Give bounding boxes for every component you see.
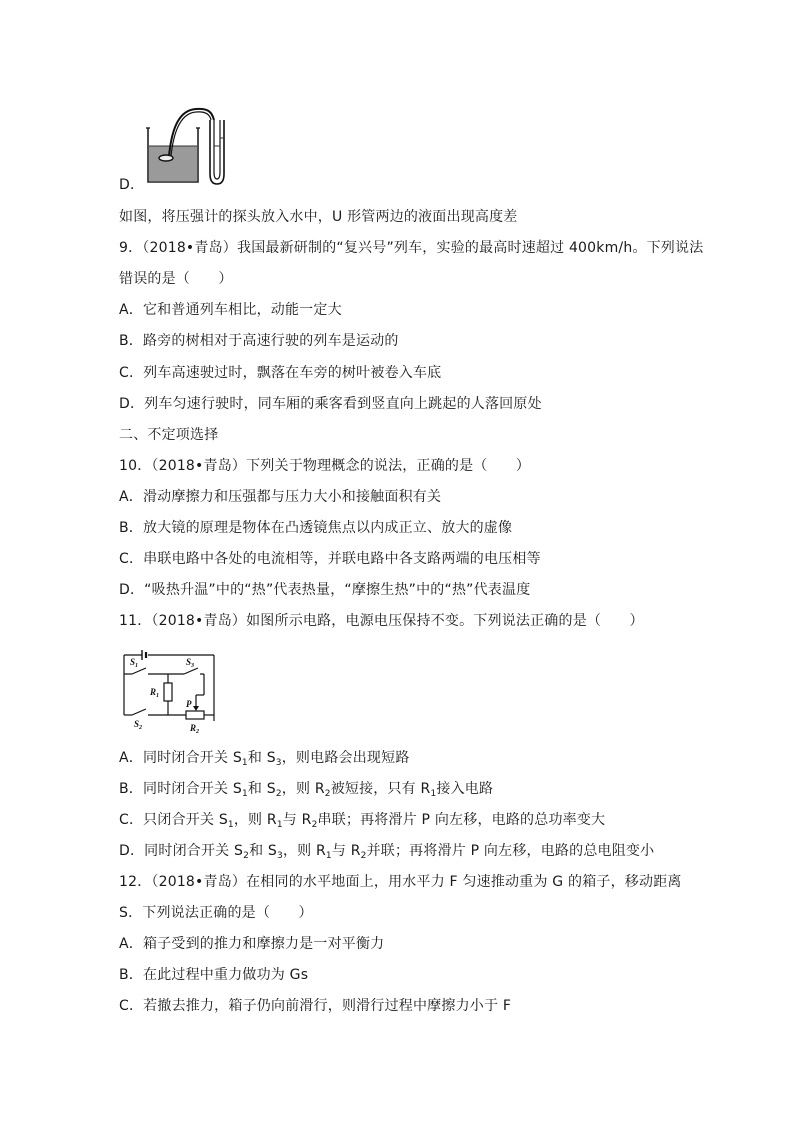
question-9-option-d: D．列车匀速行驶时，同车厢的乘客看到竖直向上跳起的人落回原处 (119, 396, 542, 412)
circuit-diagram (118, 643, 220, 735)
r1-label: $R_1$ (150, 687, 160, 699)
question-12-option-b: B．在此过程中重力做功为 Gs (119, 967, 309, 983)
question-12-option-c: C．若撤去推力，箱子仍向前滑行，则滑行过程中摩擦力小于 F (119, 998, 512, 1014)
question-9-stem-line2: 错误的是（ ） (119, 271, 233, 287)
option-d-description: 如图，将压强计的探头放入水中，U 形管两边的液面出现高度差 (119, 209, 518, 225)
question-11-option-d: D．同时闭合开关 $S_2$和 $S_3$，则 $R_1$与 $R_2$并联；再将滑片 P 向左移，电路的总电阻变小 (119, 843, 655, 861)
s1-label: $S_1$ (130, 657, 139, 669)
section-title: 二、不定项选择 (119, 427, 219, 443)
question-11-option-b: B．同时闭合开关 $S_1$和 $S_2$，则 $R_2$被短接，只有 $R_1$接入电路 (119, 781, 494, 799)
question-10-stem: 10．（2018•青岛）下列关于物理概念的说法，正确的是（ ） (119, 458, 531, 474)
question-9-option-c: C．列车高速驶过时，飘落在车旁的树叶被卷入车底 (119, 365, 442, 381)
question-9-stem-line1: 9．（2018•青岛）我国最新研制的“复兴号”列车，实验的最高时速超过 400km/h。下列说法 (119, 240, 704, 256)
question-11-stem: 11．（2018•青岛）如图所示电路，电源电压保持不变。下列说法正确的是（ ） (119, 613, 644, 629)
option-d-label: D． (119, 177, 145, 193)
question-10-option-d: D．“吸热升温”中的“热”代表热量，“摩擦生热”中的“热”代表温度 (119, 582, 531, 598)
s3-label: $S_3$ (186, 657, 195, 669)
question-11-option-c: C．只闭合开关 $S_1$，则 $R_1$与 $R_2$串联；再将滑片 P 向左移，电路的总功率变大 (119, 812, 606, 830)
question-12-stem-line1: 12．（2018•青岛）在相同的水平地面上，用水平力 F 匀速推动重为 G 的箱子，移动距离 (119, 874, 682, 890)
question-10-option-b: B．放大镜的原理是物体在凸透镜焦点以内成正立、放大的虚像 (119, 520, 513, 536)
question-12-option-a: A．箱子受到的推力和摩擦力是一对平衡力 (119, 936, 385, 952)
question-10-option-c: C．串联电路中各处的电流相等，并联电路中各支路两端的电压相等 (119, 551, 541, 567)
s2-label: $S_2$ (134, 719, 143, 731)
question-9-option-b: B．路旁的树相对于高速行驶的列车是运动的 (119, 333, 399, 349)
r2-label: $R_2$ (190, 723, 200, 735)
question-11-option-a: A．同时闭合开关 $S_1$和 $S_3$，则电路会出现短路 (119, 750, 410, 768)
pressure-gauge-figure (142, 106, 237, 188)
question-12-stem-line2: S．下列说法正确的是（ ） (119, 905, 313, 921)
question-9-option-a: A．它和普通列车相比，动能一定大 (119, 302, 342, 318)
p-label: P (186, 699, 192, 709)
question-10-option-a: A．滑动摩擦力和压强都与压力大小和接触面积有关 (119, 489, 442, 505)
